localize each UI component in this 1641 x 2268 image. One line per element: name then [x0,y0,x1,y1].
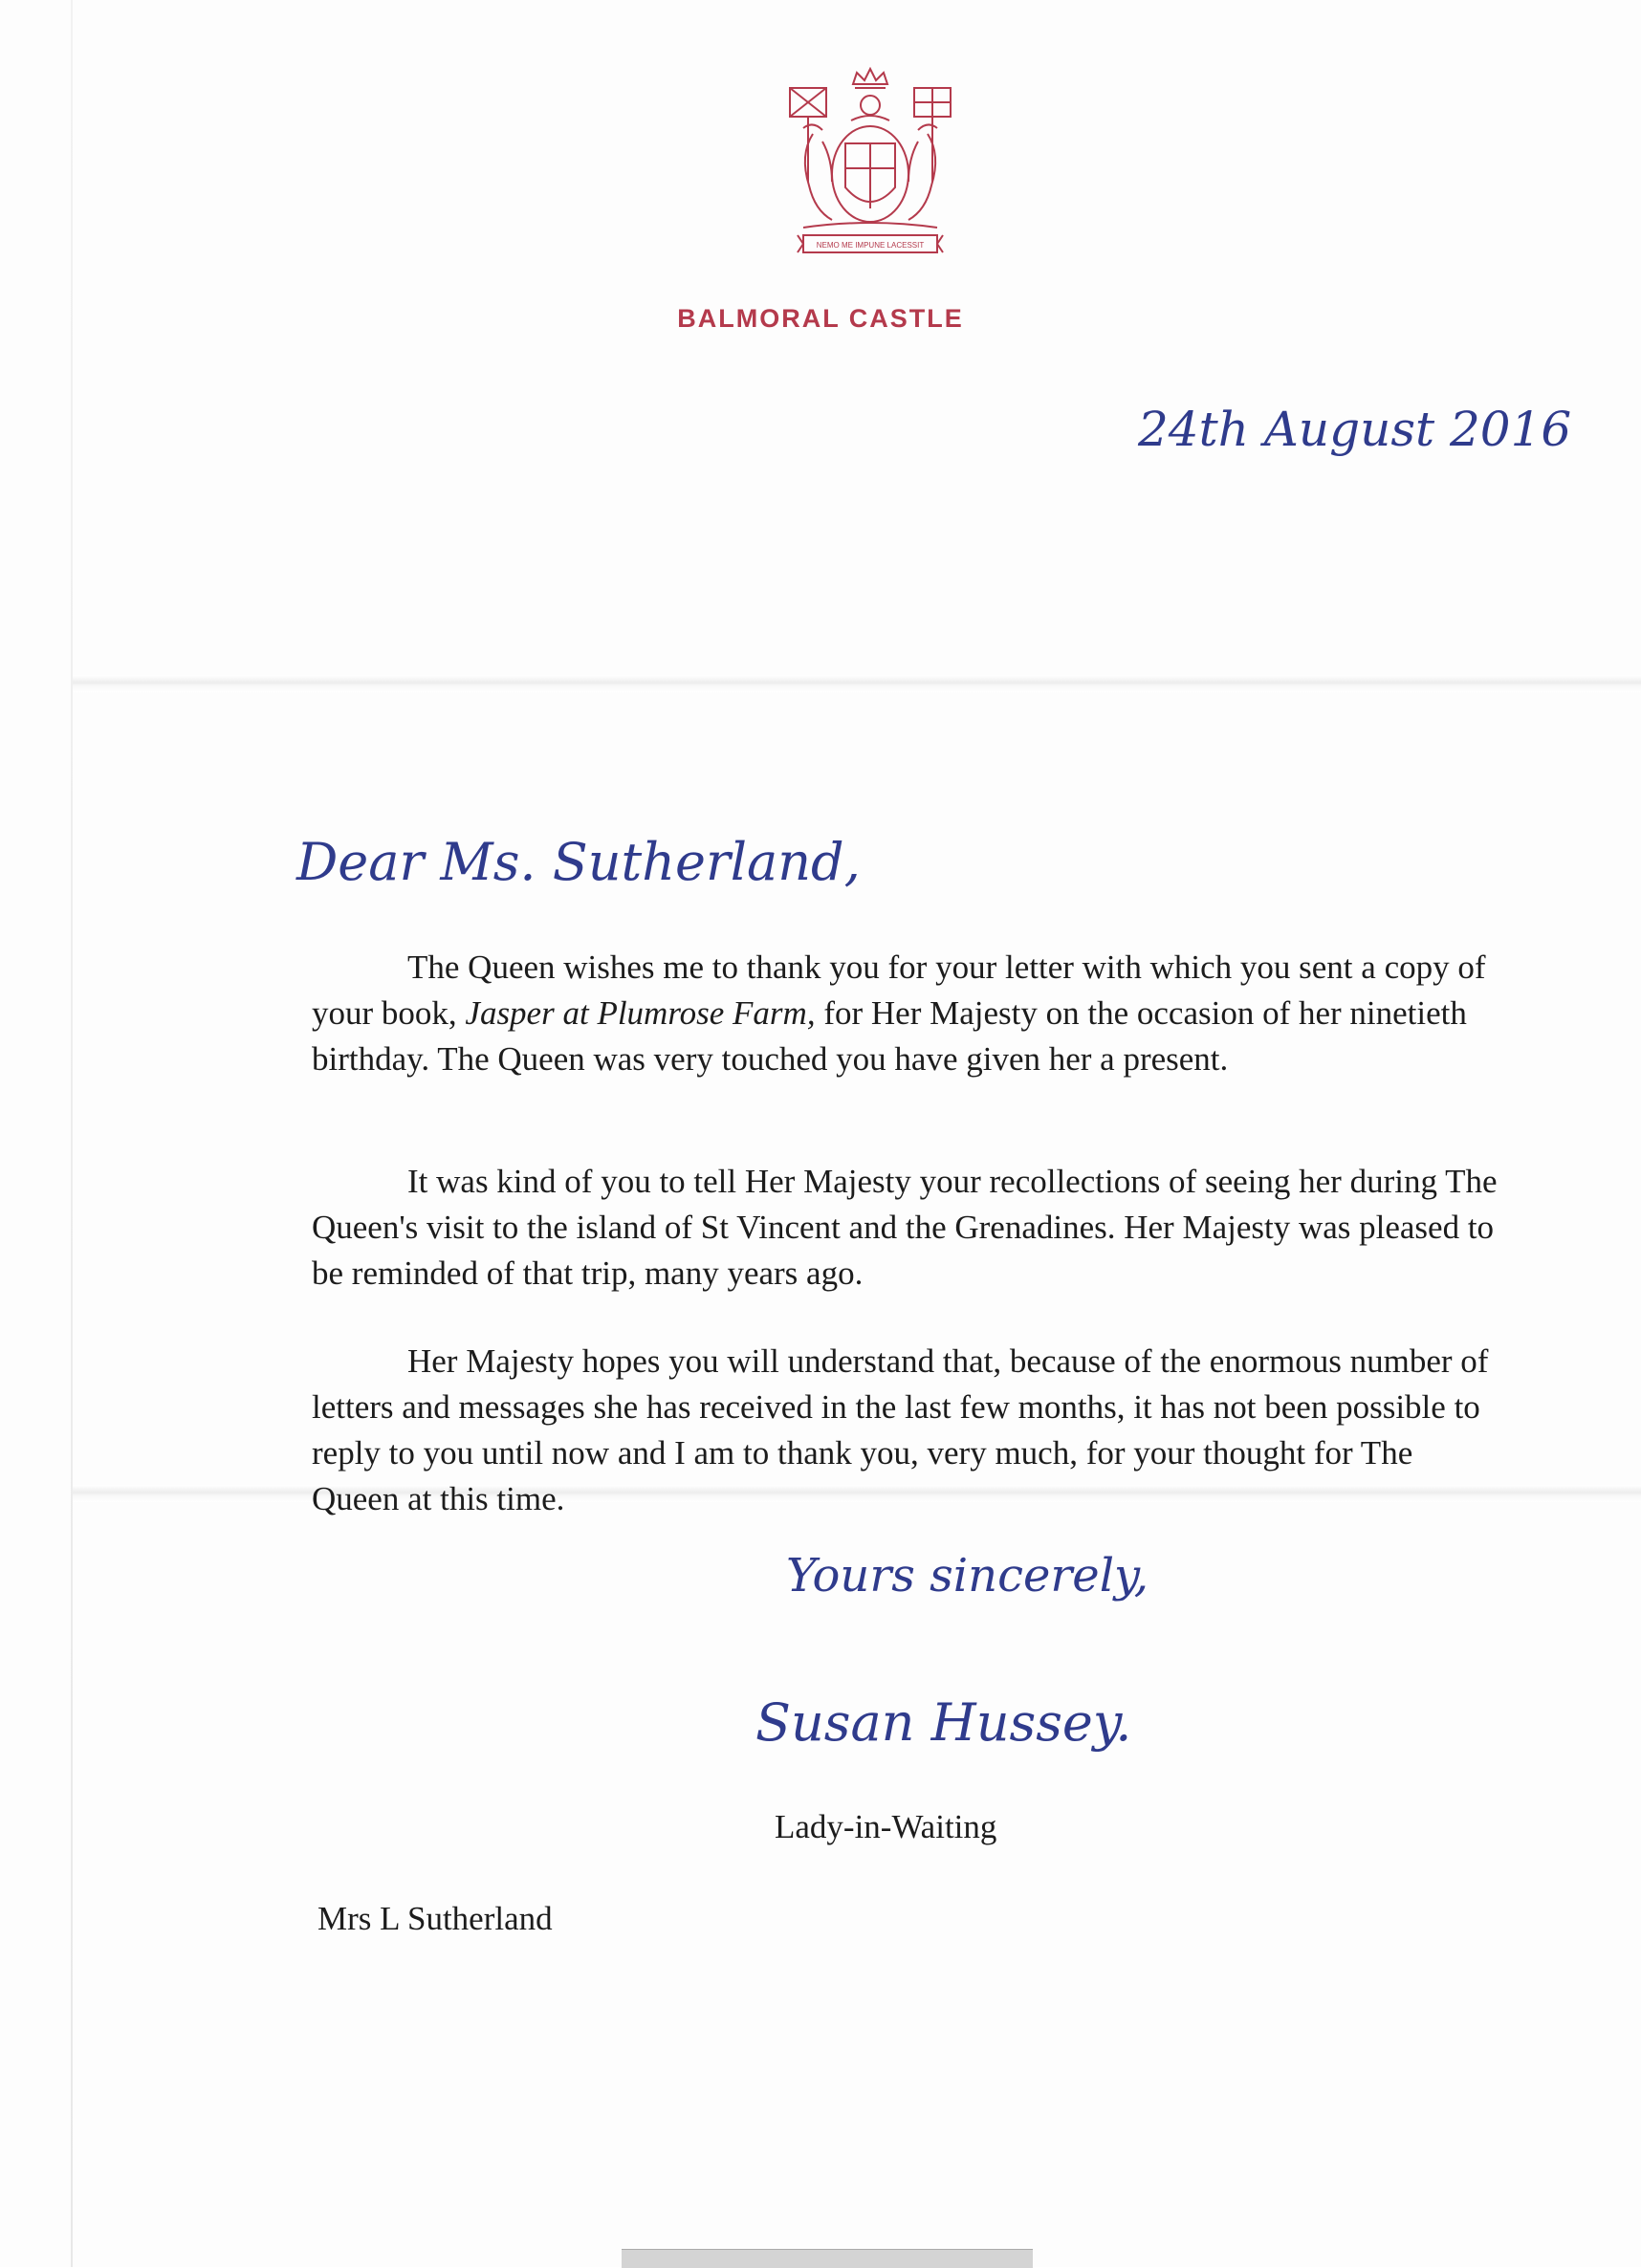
paragraph-text: Her Majesty hopes you will understand that, because of the enormous number of letters and messages she has received in the last few months, it has not been possible to reply to you until now and I am to thank you, very much, for your thought for The Queen at this time. [312,1342,1489,1517]
paragraph-text: It was kind of you to tell Her Majesty your recollections of seeing her during The Queen's visit to the island of St Vincent and the Grenadines. Her Majesty was pleased to be reminded of that trip, many years ago. [312,1163,1498,1292]
letterhead-title: BALMORAL CASTLE [677,304,964,333]
scan-edge-strip [622,2249,1033,2268]
book-title: Jasper at Plumrose Farm, [465,994,816,1032]
handwritten-date: 24th August 2016 [1138,402,1572,457]
handwritten-closing: Yours sincerely, [786,1549,1149,1603]
addressee-name: Mrs L Sutherland [317,1900,553,1937]
letter-paragraph [312,945,1498,1082]
paper-edge [71,0,73,2267]
paragraph-text: The Queen wishes me to thank you for your letter with which you sent a copy of your book, [312,949,1486,1032]
letter-paragraph [312,1159,1498,1297]
paragraph-text: for Her Majesty on the occasion of her ninetieth birthday. The Queen was very touched you have given her a present. [312,994,1467,1078]
handwritten-signature: Susan Hussey. [755,1692,1132,1753]
handwritten-salutation: Dear Ms. Sutherland, [296,832,861,892]
fold-line [73,675,1641,692]
crest-motto: NEMO ME IMPUNE LACESSIT [816,241,925,250]
letter-paragraph [312,1339,1498,1522]
royal-crest-icon [784,67,956,258]
signer-role: Lady-in-Waiting [775,1808,997,1845]
